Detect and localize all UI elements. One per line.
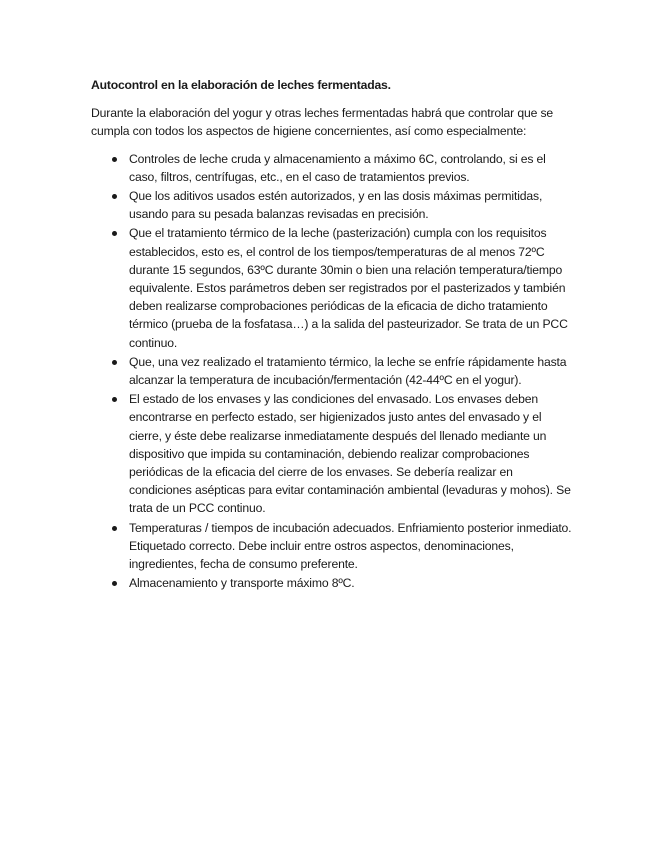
intro-paragraph: Durante la elaboración del yogur y otras leches fermentadas habrá que controlar que se cumpla con todos los aspectos de higiene concernientes, así como especialmente: xyxy=(91,106,554,139)
list-item xyxy=(91,574,573,592)
list-item xyxy=(91,150,573,186)
list-item xyxy=(91,224,573,351)
list-item xyxy=(91,390,573,517)
bullet-icon xyxy=(112,231,117,236)
list-item-text: Que el tratamiento térmico de la leche (pasterización) cumpla con los requisitos establecidos, esto es, el control de los tiempos/temperaturas de al menos 72ºC durante 15 segundos, 63ºC durante 30min o bien una relación temperatura/tiempo equivalente. Estos parámetros deben ser registrados por el pasterizados y también deben realizarse comprobaciones periódicas de la eficacia de dicho tratamiento térmico (prueba de la fosfatasa…) a la salida del pasteurizador. Se trata de un PCC continuo. xyxy=(129,226,568,350)
list-item-text: El estado de los envases y las condiciones del envasado. Los envases deben encontrarse en perfecto estado, ser higienizados justo antes del envasado y el cierre, y éste debe realizarse inmediatamente después del llenado mediante un dispositivo que impida su contaminación, debiendo realizar comprobaciones periódicas de la eficacia del cierre de los envases. Se debería realizar en condiciones asépticas para evitar contaminación ambiental (levaduras y mohos). Se trata de un PCC continuo. xyxy=(129,392,571,516)
list-item xyxy=(91,519,573,574)
document-body xyxy=(91,76,573,593)
list-item-text: Temperaturas / tiempos de incubación adecuados. Enfriamiento posterior inmediato. Etiquetado correcto. Debe incluir entre ostros aspectos, denominaciones, ingredientes, fecha de consumo preferente. xyxy=(129,520,572,572)
bullet-icon xyxy=(112,581,117,586)
list-item xyxy=(91,187,573,223)
list-item-text: Almacenamiento y transporte máximo 8ºC. xyxy=(129,576,355,591)
bullet-icon xyxy=(112,157,117,162)
bullet-icon xyxy=(112,397,117,402)
list-item-text: Que, una vez realizado el tratamiento térmico, la leche se enfríe rápidamente hasta alcanzar la temperatura de incubación/fermentación (42-44ºC en el yogur). xyxy=(129,354,567,388)
list-item xyxy=(91,353,573,389)
bullet-icon xyxy=(112,526,117,531)
list-item-text: Controles de leche cruda y almacenamiento a máximo 6C, controlando, si es el caso, filtros, centrífugas, etc., en el caso de tratamientos previos. xyxy=(129,151,546,184)
control-list xyxy=(91,150,573,593)
document-title: Autocontrol en la elaboración de leches fermentadas. xyxy=(91,78,391,92)
list-item-text: Que los aditivos usados estén autorizados, y en las dosis máximas permitidas, usando para su pesada balanzas revisadas en precisión. xyxy=(129,189,543,222)
bullet-icon xyxy=(112,194,117,199)
bullet-icon xyxy=(112,360,117,365)
